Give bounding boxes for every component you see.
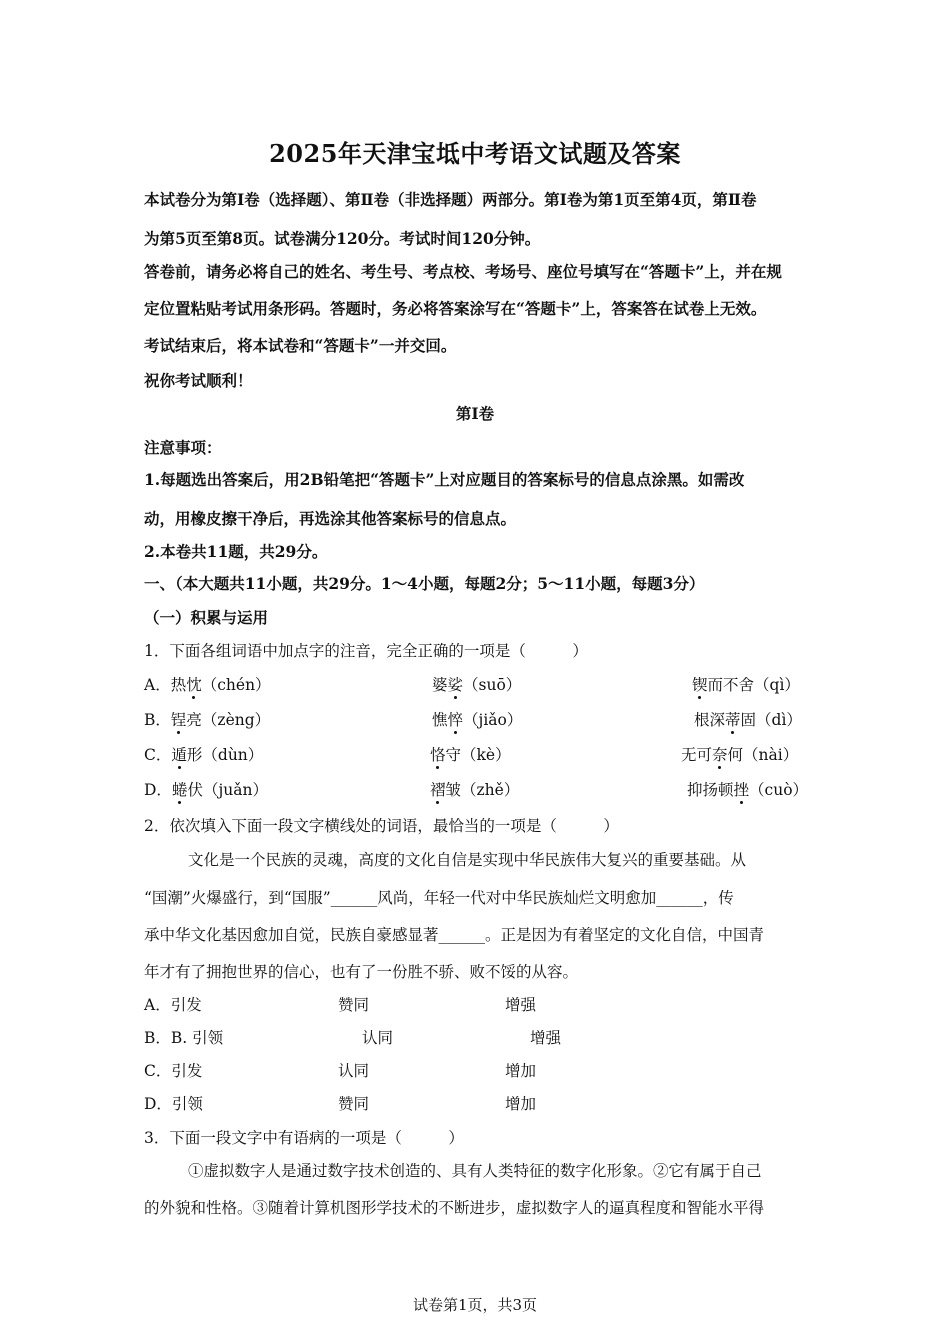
notes-item: 2.本卷共11题，共29分。 xyxy=(144,542,328,561)
sub-heading: （一）积累与运用 xyxy=(144,608,269,627)
q1-option-c-word-2: 恪守（kè） xyxy=(430,746,511,764)
intro-line: 答卷前，请务必将自己的姓名、考生号、考点校、考场号、座位号填写在“答题卡”上，并在规 xyxy=(144,262,782,281)
dotted-char: 锲 xyxy=(692,676,708,694)
q2-option-a: A．引发 xyxy=(144,996,202,1014)
dotted-char: 恪 xyxy=(430,746,446,764)
dotted-char: 挫 xyxy=(733,781,750,799)
passage-line: ①虚拟数字人是通过数字技术创造的、具有人类特征的数字化形象。②它有属于自己 xyxy=(188,1162,762,1180)
q2-option-c-word-3: 增加 xyxy=(505,1062,537,1080)
notes-heading: 注意事项： xyxy=(144,438,222,457)
question-1-stem: 1．下面各组词语中加点字的注音，完全正确的一项是（ ） xyxy=(144,642,588,660)
page-footer: 试卷第1页，共3页 xyxy=(412,1296,538,1314)
dotted-char: 忱 xyxy=(186,676,202,694)
dotted-char: 奈 xyxy=(712,746,728,764)
q1-option-a: A．热忱（chén） xyxy=(144,676,271,694)
q1-option-a-word-3: 锲而不舍（qì） xyxy=(692,676,800,694)
passage-line: 的外貌和性格。③随着计算机图形学技术的不断进步，虚拟数字人的逼真程度和智能水平得 xyxy=(144,1199,765,1217)
q2-option-c-word-2: 认同 xyxy=(338,1062,370,1080)
notes-item: 动，用橡皮擦干净后，再选涂其他答案标号的信息点。 xyxy=(144,509,517,528)
q2-option-d: D．引领 xyxy=(144,1095,203,1113)
q2-option-a-word-2: 赞同 xyxy=(338,996,370,1014)
part-heading: 一、（本大题共11小题，共29分。1～4小题，每题2分；5～11小题，每题3分） xyxy=(144,574,705,593)
section-title: 第Ⅰ卷 xyxy=(455,404,495,423)
dotted-char: 蜷 xyxy=(171,781,188,799)
q1-option-c-word-3: 无可奈何（nài） xyxy=(681,746,799,764)
question-2-stem: 2．依次填入下面一段文字横线处的词语，最恰当的一项是（ ） xyxy=(144,817,619,835)
q2-option-b-word-3: 增强 xyxy=(530,1029,562,1047)
q1-option-a-word-2: 婆娑（suō） xyxy=(432,676,522,694)
dotted-char: 遁 xyxy=(171,746,187,764)
q1-option-b-word-3: 根深蒂固（dì） xyxy=(694,711,802,729)
q1-option-c: C．遁形（dùn） xyxy=(144,746,264,764)
passage-line: “国潮”火爆盛行，到“国服”______风尚，年轻一代对中华民族灿烂文明愈加______，传 xyxy=(144,889,734,907)
q1-option-d: D．蜷伏（juǎn） xyxy=(144,781,268,799)
q2-option-b: B．B. 引领 xyxy=(144,1029,224,1047)
intro-line: 为第5页至第8页。试卷满分120分。考试时间120分钟。 xyxy=(144,229,541,248)
passage-line: 文化是一个民族的灵魂，高度的文化自信是实现中华民族伟大复兴的重要基础。从 xyxy=(188,851,747,869)
dotted-char: 娑 xyxy=(447,676,464,694)
q2-option-a-word-3: 增强 xyxy=(505,996,537,1014)
dotted-char: 蒂 xyxy=(725,711,741,729)
q2-option-c: C．引发 xyxy=(144,1062,203,1080)
intro-line: 本试卷分为第Ⅰ卷（选择题）、第Ⅱ卷（非选择题）两部分。第Ⅰ卷为第1页至第4页，第Ⅱ卷 xyxy=(144,190,757,209)
q1-option-b: B．锃亮（zèng） xyxy=(144,711,271,729)
q2-option-d-word-3: 增加 xyxy=(505,1095,537,1113)
intro-line: 定位置粘贴考试用条形码。答题时，务必将答案涂写在“答题卡”上，答案答在试卷上无效。 xyxy=(144,299,767,318)
passage-line: 年才有了拥抱世界的信心，也有了一份胜不骄、败不馁的从容。 xyxy=(144,963,579,981)
q2-option-b-word-2: 认同 xyxy=(362,1029,394,1047)
dotted-char: 锃 xyxy=(170,711,187,729)
q1-option-b-word-2: 憔悴（jiǎo） xyxy=(432,711,523,729)
q2-option-d-word-2: 赞同 xyxy=(338,1095,370,1113)
document-title: 2025年天津宝坻中考语文试题及答案 xyxy=(269,139,681,168)
question-3-stem: 3．下面一段文字中有语病的一项是（ ） xyxy=(144,1129,464,1147)
intro-line: 考试结束后，将本试卷和“答题卡”一并交回。 xyxy=(144,336,457,355)
intro-line: 祝你考试顺利！ xyxy=(144,371,253,390)
dotted-char: 褶 xyxy=(430,781,446,799)
dotted-char: 悴 xyxy=(447,711,464,729)
passage-line: 承中华文化基因愈加自觉，民族自豪感显著______。正是因为有着坚定的文化自信，中国青 xyxy=(144,926,765,944)
q1-option-d-word-3: 抑扬顿挫（cuò） xyxy=(687,781,809,799)
q1-option-d-word-2: 褶皱（zhě） xyxy=(430,781,520,799)
notes-item: 1.每题选出答案后，用2B铅笔把“答题卡”上对应题目的答案标号的信息点涂黑。如需改 xyxy=(144,470,745,489)
